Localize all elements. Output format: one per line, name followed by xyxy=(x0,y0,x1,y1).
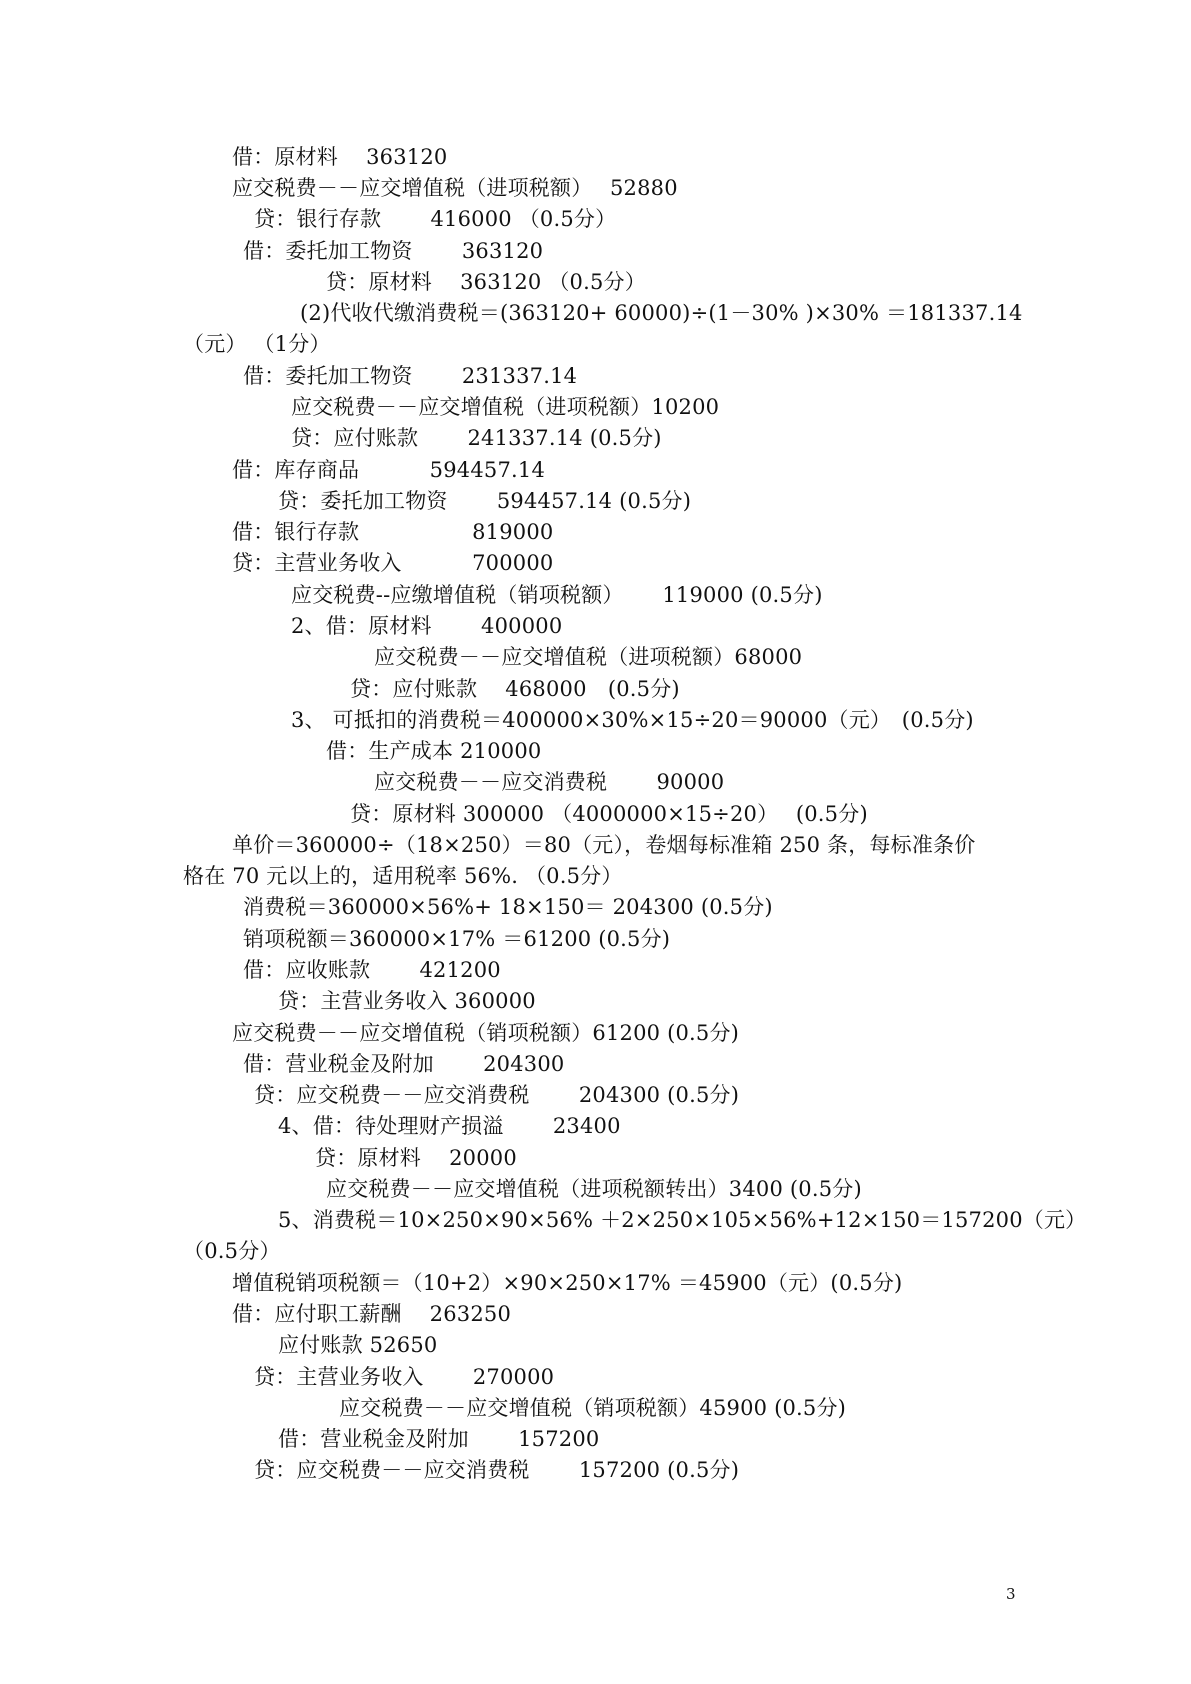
text-line: 贷：主营业务收入 270000 xyxy=(254,1365,555,1389)
text-line: 贷：原材料 20000 xyxy=(315,1146,517,1170)
text-line: 应交税费－－应交增值税（进项税额）10200 xyxy=(291,395,720,419)
text-line: 4、借：待处理财产损溢 23400 xyxy=(278,1114,621,1138)
text-line: 贷：原材料 363120 （0.5分） xyxy=(326,270,646,294)
text-line: 借：库存商品 594457.14 xyxy=(232,458,546,482)
text-line: 应交税费－－应交增值税（进项税额）68000 xyxy=(374,645,803,669)
text-line: 贷：原材料 300000 （4000000×15÷20） (0.5分) xyxy=(350,802,868,826)
text-line: 2、借：原材料 400000 xyxy=(291,614,563,638)
text-line: 5、消费税＝10×250×90×56% ＋2×250×105×56%+12×150＝157200（元） xyxy=(278,1208,1087,1232)
text-line: 贷：应交税费－－应交消费税 157200 (0.5分) xyxy=(254,1458,740,1482)
text-line: 3、 可抵扣的消费税＝400000×30%×15÷20＝90000（元） (0.5分) xyxy=(291,708,974,732)
text-line: （元） （1分） xyxy=(183,332,331,356)
text-line: 应付账款 52650 xyxy=(278,1333,438,1357)
text-line: 消费税＝360000×56%+ 18×150＝ 204300 (0.5分) xyxy=(243,895,773,919)
text-line: 借：应收账款 421200 xyxy=(243,958,501,982)
text-line: 借：生产成本 210000 xyxy=(326,739,542,763)
text-line: 应交税费－－应交消费税 90000 xyxy=(374,770,725,794)
text-line: 借：委托加工物资 231337.14 xyxy=(243,364,578,388)
text-line: 贷：应付账款 468000 (0.5分) xyxy=(350,677,680,701)
text-line: 增值税销项税额＝（10+2）×90×250×17% ＝45900（元）(0.5分) xyxy=(232,1271,903,1295)
text-line: 贷：主营业务收入 700000 xyxy=(232,551,554,575)
text-line: 格在 70 元以上的，适用税率 56%. （0.5分） xyxy=(183,864,623,888)
text-line: (2)代收代缴消费税＝(363120+ 60000)÷(1－30% )×30% ＝181337.14 xyxy=(300,301,1023,325)
text-line: 借：原材料 363120 xyxy=(232,145,448,169)
text-line: 贷：主营业务收入 360000 xyxy=(278,989,536,1013)
text-line: （0.5分） xyxy=(183,1239,281,1263)
text-line: 借：委托加工物资 363120 xyxy=(243,239,544,263)
text-line: 借：营业税金及附加 204300 xyxy=(243,1052,565,1076)
text-line: 借：应付职工薪酬 263250 xyxy=(232,1302,512,1326)
text-line: 单价＝360000÷（18×250）＝80（元），卷烟每标准箱 250 条，每标准条价 xyxy=(232,833,976,857)
text-line: 应交税费－－应交增值税（销项税额）61200 (0.5分) xyxy=(232,1021,740,1045)
text-line: 应交税费－－应交增值税（进项税额转出）3400 (0.5分) xyxy=(326,1177,862,1201)
text-line: 贷：应付账款 241337.14 (0.5分) xyxy=(291,426,662,450)
text-line: 应交税费－－应交增值税（销项税额）45900 (0.5分) xyxy=(339,1396,847,1420)
text-line: 贷：应交税费－－应交消费税 204300 (0.5分) xyxy=(254,1083,740,1107)
text-line: 借：银行存款 819000 xyxy=(232,520,554,544)
text-line: 贷：委托加工物资 594457.14 (0.5分) xyxy=(278,489,692,513)
text-line: 借：营业税金及附加 157200 xyxy=(278,1427,600,1451)
text-line: 贷：银行存款 416000 （0.5分） xyxy=(254,207,617,231)
text-line: 应交税费－－应交增值税（进项税额） 52880 xyxy=(232,176,678,200)
text-line: 销项税额＝360000×17% ＝61200 (0.5分) xyxy=(243,927,671,951)
page-number: 3 xyxy=(1006,1585,1016,1603)
text-line: 应交税费--应缴增值税（销项税额） 119000 (0.5分) xyxy=(291,583,823,607)
